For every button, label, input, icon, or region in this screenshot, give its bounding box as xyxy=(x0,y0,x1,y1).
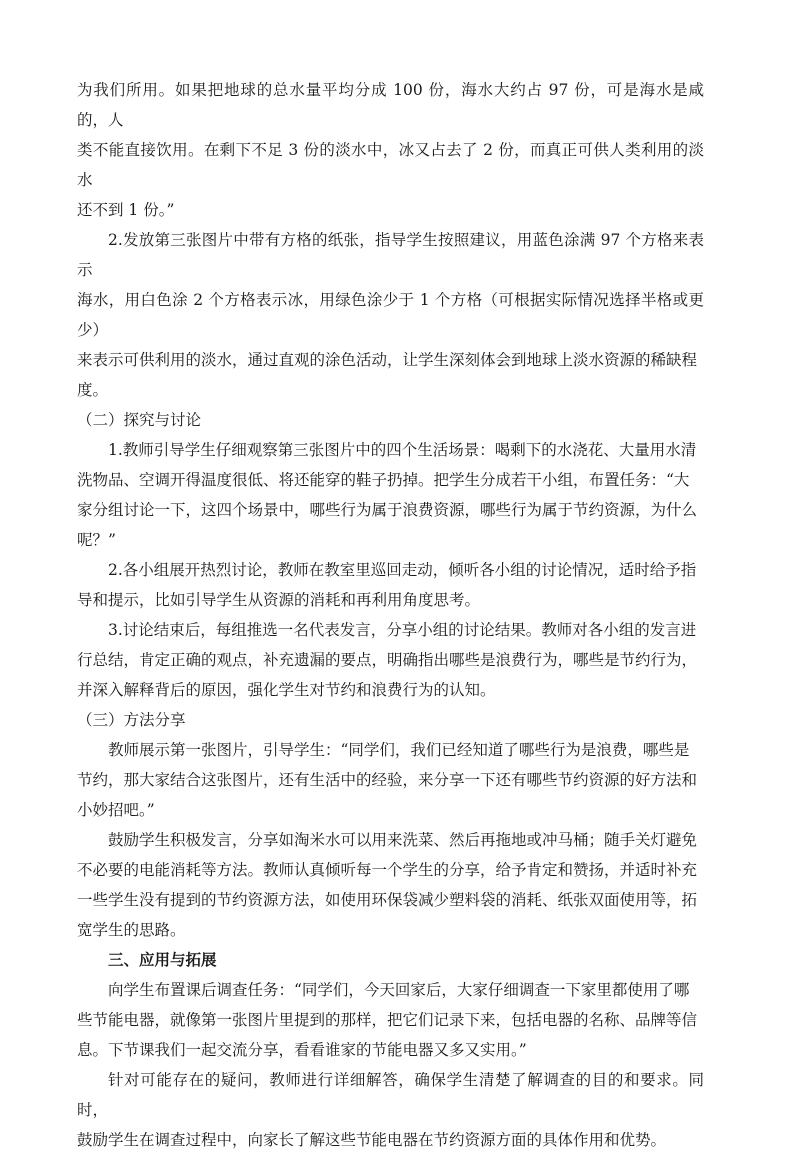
text-line: 度。 xyxy=(77,381,109,399)
paragraph xyxy=(77,75,704,225)
subsection-heading xyxy=(77,405,704,435)
document-body xyxy=(77,75,704,1155)
text-line: 类不能直接饮用。在剩下不足 3 份的淡水中，冰又占去了 2 份，而真正可供人类利用的淡水 xyxy=(77,141,704,189)
text-line: 洗物品、空调开得温度很低、将还能穿的鞋子扔掉。把学生分成若干小组，布置任务：“大 xyxy=(77,471,690,489)
paragraph xyxy=(77,825,704,945)
text-line: 针对可能存在的疑问，教师进行详细解答，确保学生清楚了解调查的目的和要求。同时， xyxy=(77,1071,704,1119)
text-line: 为我们所用。如果把地球的总水量平均分成 100 份，海水大约占 97 份，可是海水是咸的，人 xyxy=(77,81,704,129)
text-line: 2.发放第三张图片中带有方格的纸张，指导学生按照建议，用蓝色涂满 97 个方格来表示 xyxy=(77,231,704,279)
text-line: 三、应用与拓展 xyxy=(108,951,217,969)
text-line: 一些学生没有提到的节约资源方法，如使用环保袋减少塑料袋的消耗、纸张双面使用等，拓 xyxy=(77,891,698,909)
text-line: 不必要的电能消耗等方法。教师认真倾听每一个学生的分享，给予肯定和赞扬，并适时补充 xyxy=(77,861,698,879)
text-line: 小妙招吧。” xyxy=(77,801,155,819)
text-line: 节约，那大家结合这张图片，还有生活中的经验，来分享一下还有哪些节约资源的好方法和 xyxy=(77,771,698,789)
text-line: 些节能电器，就像第一张图片里提到的那样，把它们记录下来，包括电器的名称、品牌等信 xyxy=(77,1011,698,1029)
text-line: 海水，用白色涂 2 个方格表示冰，用绿色涂少于 1 个方格（可根据实际情况选择半格或更少） xyxy=(77,291,704,339)
text-line: 呢？” xyxy=(77,531,116,549)
text-line: 教师展示第一张图片，引导学生：“同学们，我们已经知道了哪些行为是浪费，哪些是 xyxy=(108,741,690,759)
text-line: 来表示可供利用的淡水，通过直观的涂色活动，让学生深刻体会到地球上淡水资源的稀缺程 xyxy=(77,351,698,369)
paragraph xyxy=(77,1065,704,1155)
paragraph xyxy=(77,435,704,555)
text-line: 行总结，肯定正确的观点，补充遗漏的要点，明确指出哪些是浪费行为，哪些是节约行为， xyxy=(77,651,698,669)
text-line: 宽学生的思路。 xyxy=(77,921,186,939)
paragraph xyxy=(77,975,704,1065)
text-line: 家分组讨论一下，这四个场景中，哪些行为属于浪费资源，哪些行为属于节约资源，为什么 xyxy=(77,501,698,519)
text-line: 2.各小组展开热烈讨论，教师在教室里巡回走动，倾听各小组的讨论情况，适时给予指 xyxy=(108,561,697,579)
text-line: 息。下节课我们一起交流分享，看看谁家的节能电器又多又实用。” xyxy=(77,1041,527,1059)
paragraph xyxy=(77,555,704,615)
text-line: 鼓励学生积极发言，分享如淘米水可以用来洗菜、然后再拖地或冲马桶；随手关灯避免 xyxy=(108,831,698,849)
text-line: 1.教师引导学生仔细观察第三张图片中的四个生活场景：喝剩下的水浇花、大量用水清 xyxy=(108,441,697,459)
text-line: 鼓励学生在调查过程中，向家长了解这些节能电器在节约资源方面的具体作用和优势。 xyxy=(77,1131,667,1149)
subsection-heading xyxy=(77,705,704,735)
text-line: 向学生布置课后调查任务：“同学们，今天回家后，大家仔细调查一下家里都使用了哪 xyxy=(108,981,690,999)
section-heading xyxy=(77,945,704,975)
paragraph xyxy=(77,615,704,705)
text-line: 并深入解释背后的原因，强化学生对节约和浪费行为的认知。 xyxy=(77,681,496,699)
paragraph xyxy=(77,225,704,405)
text-line: 导和提示，比如引导学生从资源的消耗和再利用角度思考。 xyxy=(77,591,481,609)
text-line: （三）方法分享 xyxy=(77,711,186,729)
text-line: 3.讨论结束后，每组推选一名代表发言，分享小组的讨论结果。教师对各小组的发言进 xyxy=(108,621,697,639)
text-line: （二）探究与讨论 xyxy=(77,411,202,429)
paragraph xyxy=(77,735,704,825)
text-line: 还不到 1 份。” xyxy=(77,201,175,219)
